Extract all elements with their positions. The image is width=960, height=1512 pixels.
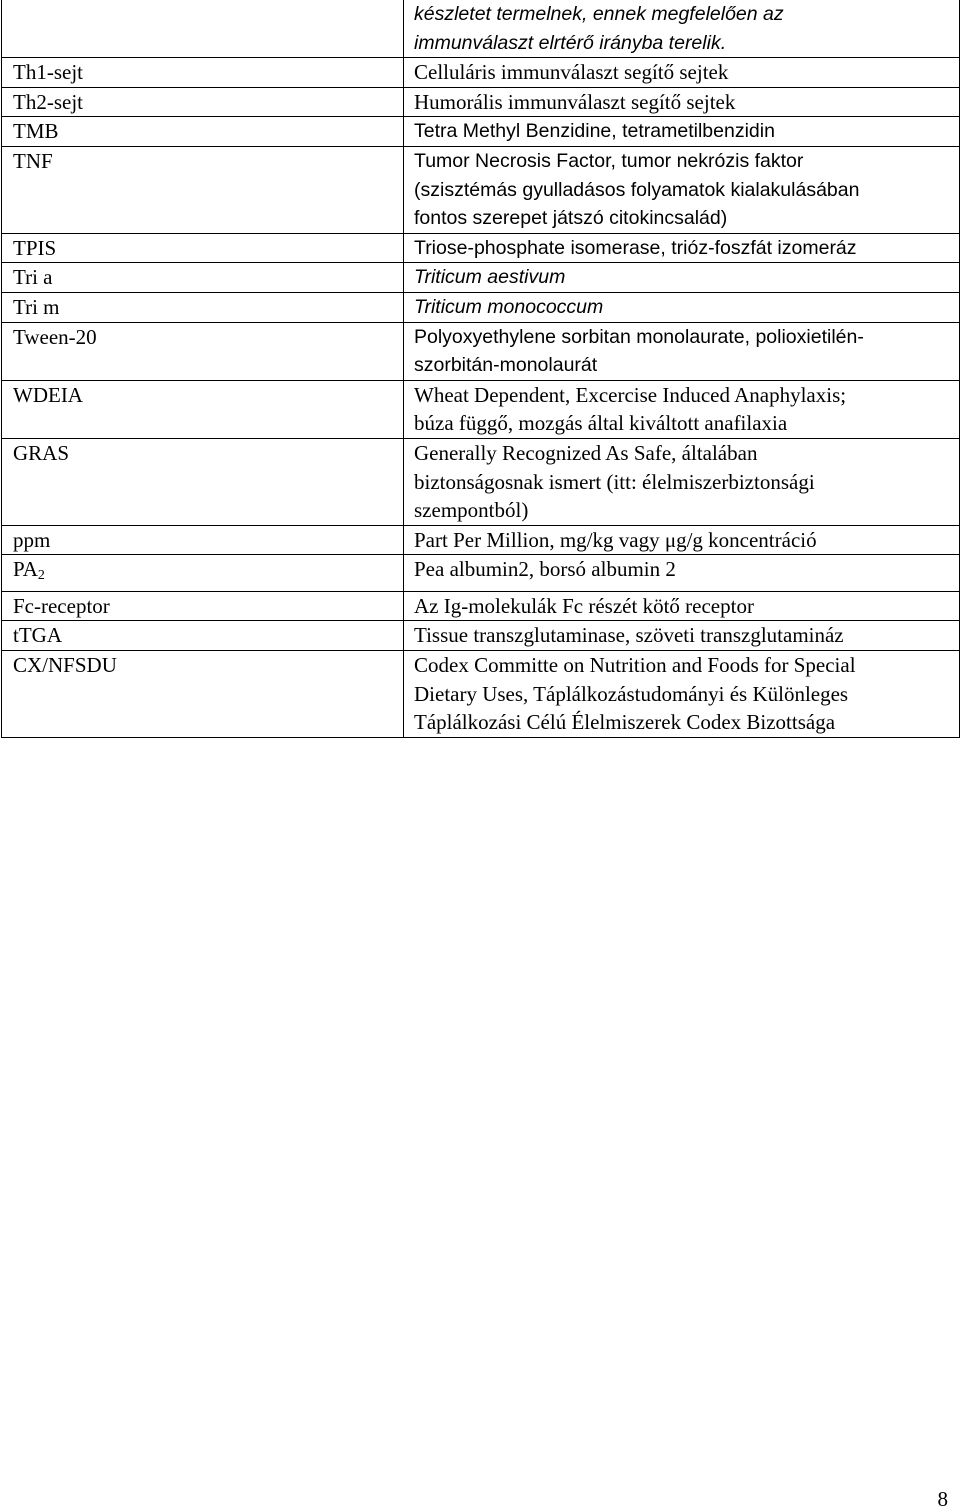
abbreviation-definition — [404, 525, 960, 555]
definition-line: fontos szerepet játszó citokincsalád) — [414, 207, 728, 230]
abbreviation-definition — [404, 87, 960, 117]
abbreviation-term — [2, 591, 404, 621]
table-row — [2, 117, 960, 147]
abbreviation-term-text: Tween-20 — [13, 324, 97, 349]
definition-line: immunválaszt elrtérő irányba terelik. — [414, 31, 727, 54]
abbreviation-term — [2, 117, 404, 147]
abbreviation-term — [2, 263, 404, 293]
abbreviation-term — [2, 380, 404, 438]
abbreviation-term — [2, 438, 404, 525]
table-row — [2, 146, 960, 233]
abbreviation-term — [2, 651, 404, 738]
abbreviation-definition — [404, 651, 960, 738]
definition-line: biztonságosnak ismert (itt: élelmiszerbiztonsági — [414, 469, 815, 494]
abbreviation-definition — [404, 555, 960, 592]
definition-line: Pea albumin2, borsó albumin 2 — [414, 557, 676, 582]
table-row — [2, 322, 960, 380]
table-row — [2, 651, 960, 738]
abbreviation-term — [2, 0, 404, 58]
page-number: 8 — [937, 1487, 948, 1511]
abbreviation-term-text: TPIS — [13, 235, 57, 260]
abbreviation-table-body — [2, 0, 960, 737]
abbreviation-term — [2, 555, 404, 592]
definition-line: Part Per Million, mg/kg vagy μg/g koncentráció — [414, 527, 817, 552]
abbreviation-definition — [404, 263, 960, 293]
definition-line: Triose-phosphate isomerase, trióz-foszfát izomeráz — [414, 236, 857, 259]
definition-line: búza függő, mozgás által kiváltott anafilaxia — [414, 411, 788, 436]
abbreviation-definition — [404, 0, 960, 58]
definition-line: Az Ig-molekulák Fc részét kötő receptor — [414, 593, 754, 618]
definition-line: szempontból) — [414, 498, 529, 523]
table-row — [2, 525, 960, 555]
abbreviation-term — [2, 322, 404, 380]
definition-line: (szisztémás gyulladásos folyamatok kialakulásában — [414, 178, 860, 201]
abbreviation-term — [2, 292, 404, 322]
abbreviation-term — [2, 146, 404, 233]
table-row — [2, 263, 960, 293]
definition-line: Generally Recognized As Safe, általában — [414, 440, 758, 465]
definition-line: Humorális immunválaszt segítő sejtek — [414, 89, 736, 114]
definition-line: készletet termelnek, ennek megfelelően az — [414, 3, 784, 25]
abbreviation-definition — [404, 591, 960, 621]
abbreviation-term-text: WDEIA — [13, 382, 83, 407]
table-row — [2, 555, 960, 592]
table-row — [2, 591, 960, 621]
abbreviation-definition — [404, 58, 960, 88]
abbreviation-term-text: ppm — [13, 527, 51, 552]
definition-line: Triticum monococcum — [414, 295, 604, 318]
definition-line: Dietary Uses, Táplálkozástudományi és Különleges — [414, 681, 849, 706]
abbreviation-definition — [404, 621, 960, 651]
abbreviation-definition — [404, 146, 960, 233]
abbreviation-term-text: GRAS — [13, 440, 70, 465]
abbreviation-definition — [404, 117, 960, 147]
abbreviation-term — [2, 87, 404, 117]
table-row — [2, 438, 960, 525]
abbreviation-term-text: tTGA — [13, 623, 62, 648]
definition-line: Triticum aestivum — [414, 266, 566, 289]
definition-line: Wheat Dependent, Excercise Induced Anaphylaxis; — [414, 382, 847, 407]
table-row — [2, 292, 960, 322]
abbreviation-term-text: Th2-sejt — [13, 89, 83, 114]
abbreviation-term-text: PA — [13, 557, 38, 582]
abbreviation-table — [1, 0, 960, 738]
definition-line: Tumor Necrosis Factor, tumor nekrózis faktor — [414, 149, 804, 172]
abbreviation-definition — [404, 292, 960, 322]
abbreviation-term-text: TNF — [13, 148, 53, 173]
abbreviation-term — [2, 233, 404, 263]
table-row — [2, 0, 960, 58]
definition-line: szorbitán-monolaurát — [414, 354, 598, 377]
abbreviation-definition — [404, 233, 960, 263]
abbreviation-term-text: Tri m — [13, 294, 60, 319]
abbreviation-term-text: TMB — [13, 119, 59, 144]
table-row — [2, 621, 960, 651]
definition-line: Tetra Methyl Benzidine, tetrametilbenzidin — [414, 120, 775, 143]
abbreviation-definition — [404, 380, 960, 438]
definition-line: Táplálkozási Célú Élelmiszerek Codex Bizottsága — [414, 710, 836, 735]
abbreviation-term-text: CX/NFSDU — [13, 653, 117, 678]
definition-line: Polyoxyethylene sorbitan monolaurate, polioxietilén- — [414, 325, 864, 348]
abbreviation-term-text: Fc-receptor — [13, 593, 110, 618]
table-row — [2, 87, 960, 117]
abbreviation-term-text: Th1-sejt — [13, 60, 83, 85]
definition-line: Celluláris immunválaszt segítő sejtek — [414, 60, 729, 85]
definition-line: Codex Committe on Nutrition and Foods for Special — [414, 653, 856, 678]
abbreviation-definition — [404, 322, 960, 380]
abbreviation-term-subscript: 2 — [37, 568, 45, 584]
definition-line: Tissue transzglutaminase, szöveti transzglutamináz — [414, 623, 844, 648]
table-row — [2, 233, 960, 263]
abbreviation-term — [2, 58, 404, 88]
abbreviation-definition — [404, 438, 960, 525]
table-row — [2, 380, 960, 438]
abbreviation-term — [2, 621, 404, 651]
abbreviation-term — [2, 525, 404, 555]
table-row — [2, 58, 960, 88]
abbreviation-term-text: Tri a — [13, 265, 53, 290]
